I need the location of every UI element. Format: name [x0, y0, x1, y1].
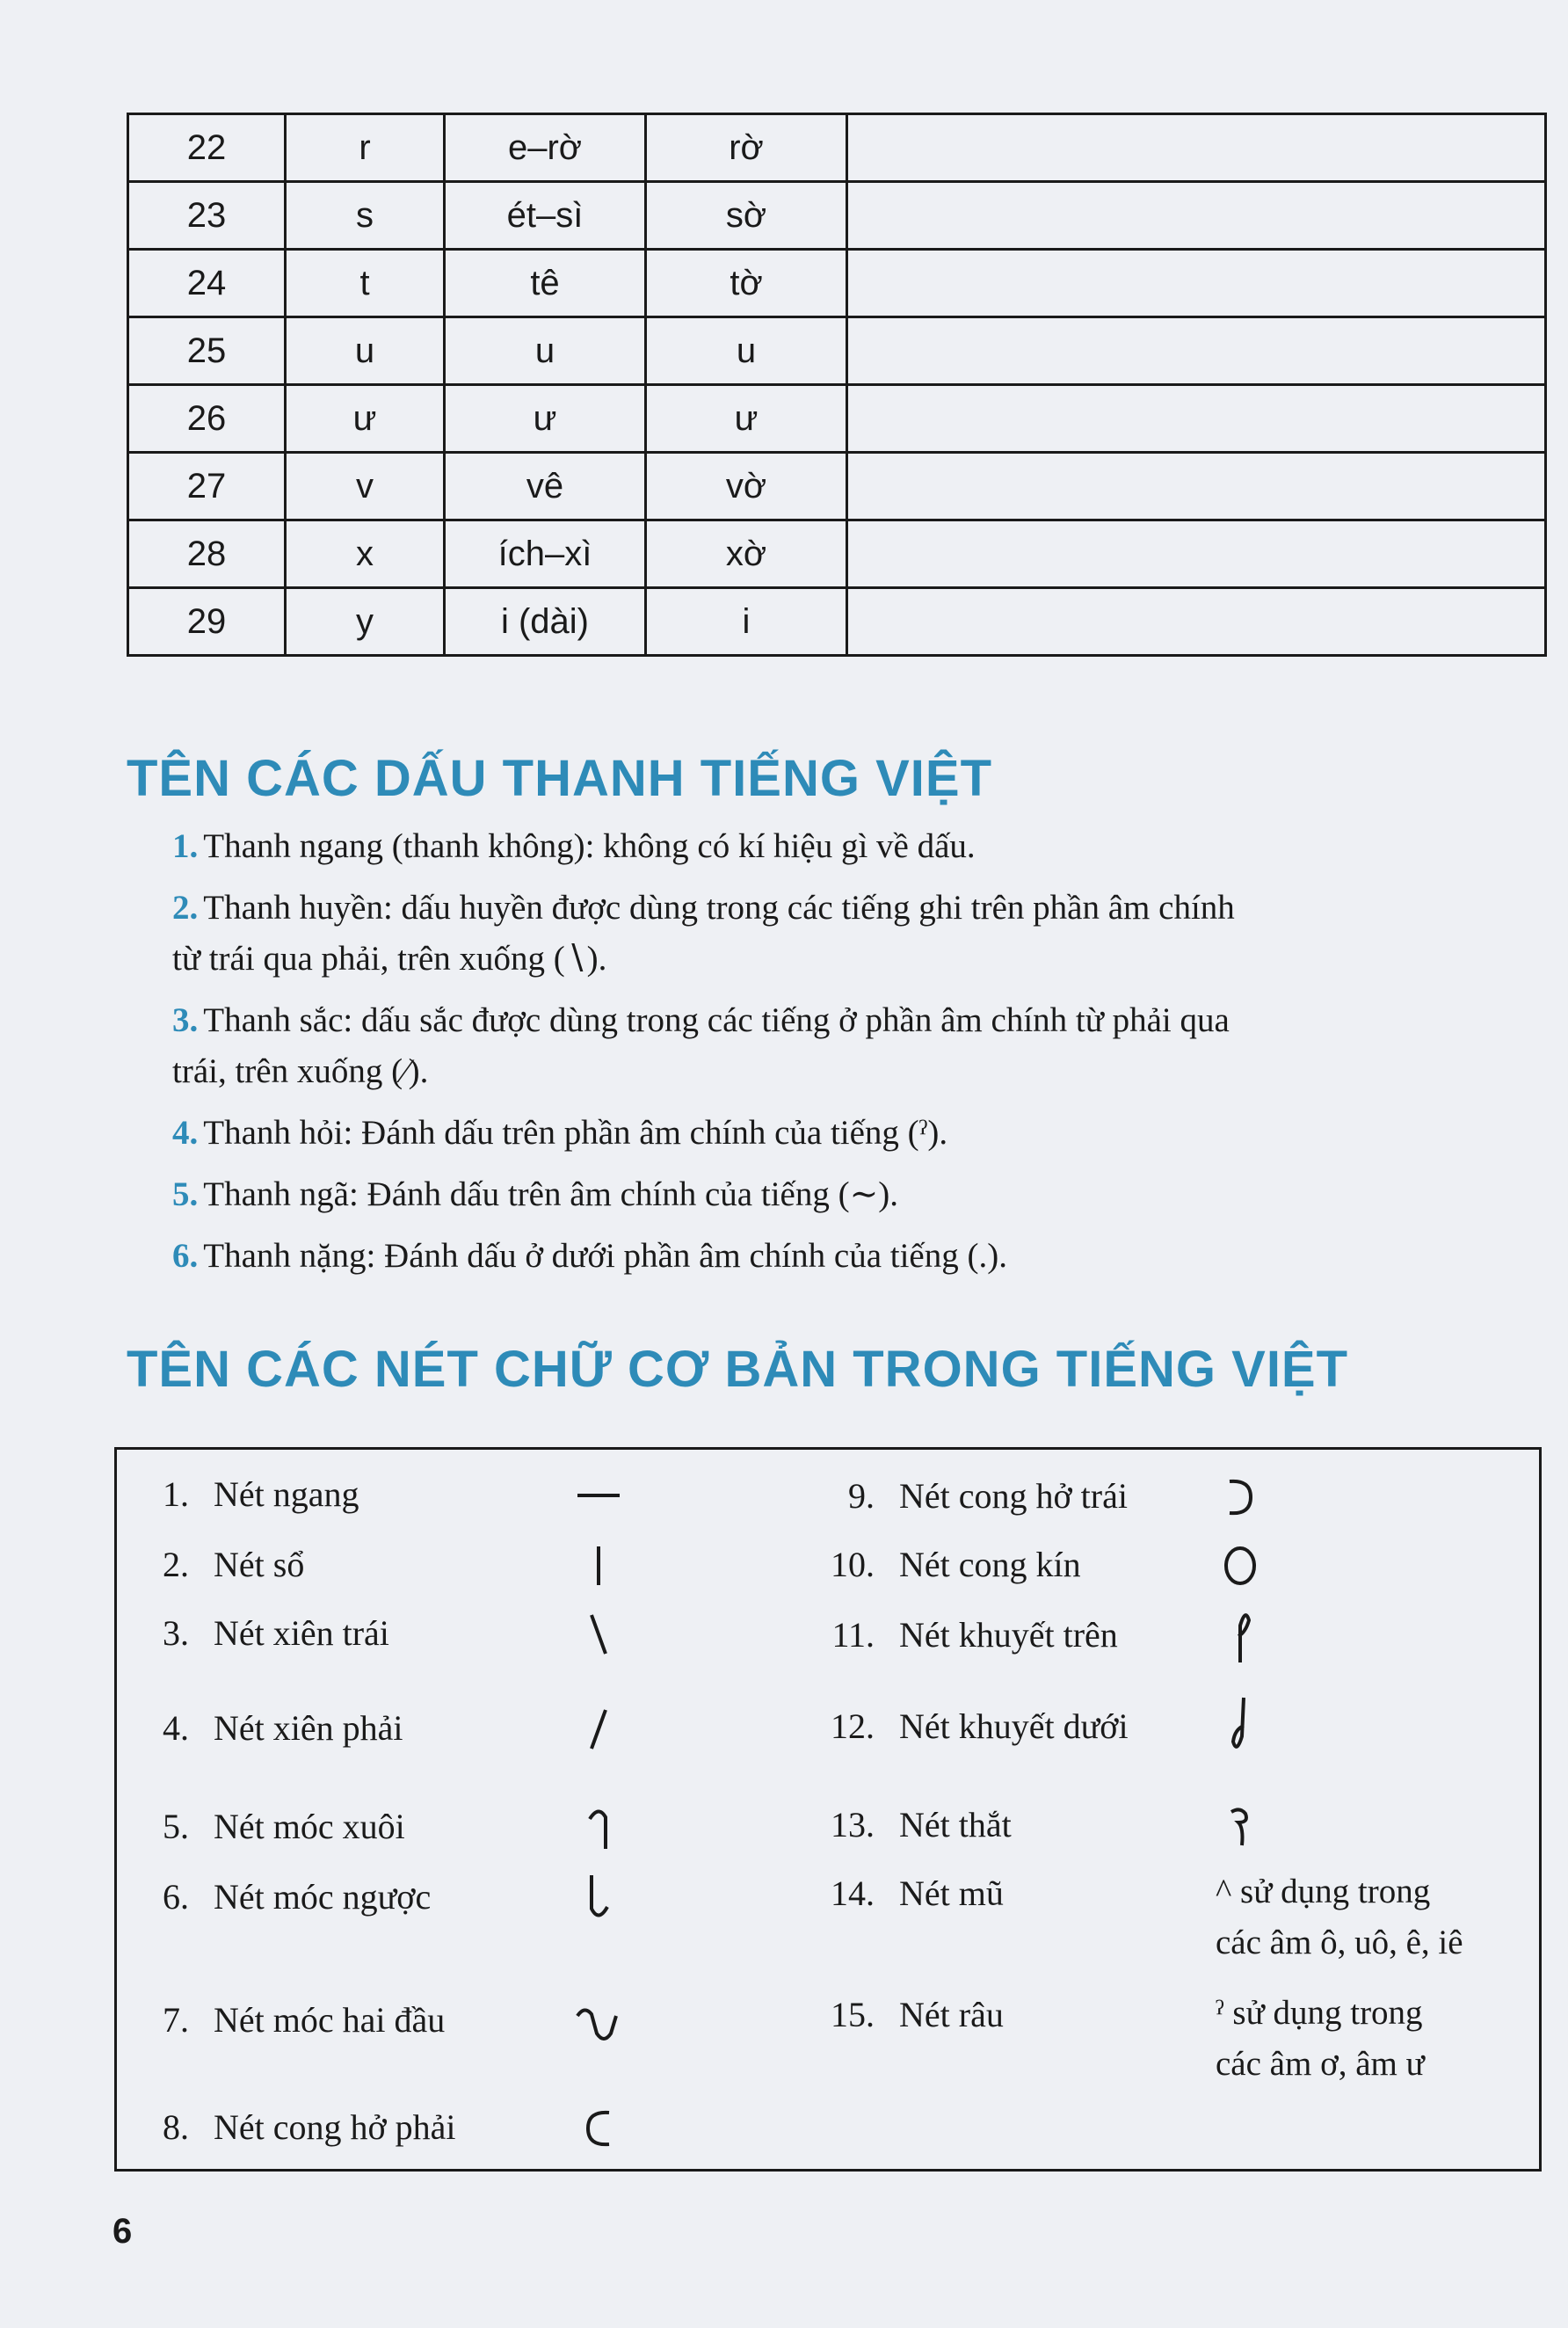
table-row — [128, 453, 1546, 520]
stroke-item: 3. Nét xiên trái — [163, 1612, 389, 1653]
upper-loop-stroke-icon — [1214, 1604, 1267, 1666]
stroke-item: 13. Nét thắt — [831, 1804, 1012, 1844]
open-right-curve-icon — [572, 2097, 625, 2158]
reverse-hook-stroke-icon — [572, 1866, 625, 1928]
cell-empty — [847, 520, 1546, 588]
cell-no: 26 — [128, 385, 286, 453]
cell-empty — [847, 250, 1546, 317]
table-row — [128, 520, 1546, 588]
horizontal-stroke-icon — [572, 1464, 625, 1525]
table-row — [128, 250, 1546, 317]
cell-letter: v — [286, 453, 445, 520]
table-row — [128, 385, 1546, 453]
stroke-item: 11. Nét khuyết trên — [831, 1614, 1118, 1655]
cell-sound: i — [646, 588, 847, 656]
stroke-item: 10. Nét cong kín — [831, 1544, 1081, 1584]
cell-name: i (dài) — [445, 588, 646, 656]
cell-name: u — [445, 317, 646, 385]
stroke-item: 9. Nét cong hở trái — [848, 1475, 1128, 1516]
table-row — [128, 182, 1546, 250]
cell-no: 27 — [128, 453, 286, 520]
stroke-item: 6. Nét móc ngược — [163, 1876, 432, 1917]
stroke-item: 5. Nét móc xuôi — [163, 1806, 405, 1846]
stroke-item: 4. Nét xiên phải — [163, 1707, 403, 1748]
tone-item: 4. Thanh hỏi: Đánh dấu trên phần âm chính của tiếng (ˀ). — [172, 1114, 948, 1152]
cell-no: 24 — [128, 250, 286, 317]
cell-letter: s — [286, 182, 445, 250]
double-hook-stroke-icon — [572, 1990, 625, 2051]
cell-letter: t — [286, 250, 445, 317]
stroke-item: 2. Nét sổ — [163, 1544, 305, 1584]
closed-curve-icon — [1214, 1534, 1267, 1596]
stroke-item: 8. Nét cong hở phải — [163, 2106, 456, 2147]
cell-no: 22 — [128, 114, 286, 182]
cell-sound: xờ — [646, 520, 847, 588]
strokes-box — [114, 1447, 1542, 2172]
alphabet-table — [127, 113, 1547, 657]
cell-no: 23 — [128, 182, 286, 250]
stroke-item: 12. Nét khuyết dưới — [831, 1706, 1129, 1746]
tones-list — [172, 821, 1552, 1292]
tone-item: 3. Thanh sắc: dấu sắc được dùng trong các tiếng ở phần âm chính từ phải qua trái, trên xuống (∕). — [172, 1001, 1230, 1090]
table-row — [128, 588, 1546, 656]
right-slant-stroke-icon — [572, 1698, 625, 1759]
strokes-heading: TÊN CÁC NÉT CHỮ CƠ BẢN TRONG TIẾNG VIỆT — [127, 1341, 1349, 1398]
cell-name: ư — [445, 385, 646, 453]
cell-empty — [847, 453, 1546, 520]
stroke-item: 7. Nét móc hai đầu — [163, 1999, 446, 2040]
cell-name: vê — [445, 453, 646, 520]
table-row — [128, 114, 1546, 182]
cell-no: 28 — [128, 520, 286, 588]
cell-empty — [847, 588, 1546, 656]
tone-item: 6. Thanh nặng: Đánh dấu ở dưới phần âm chính của tiếng (.). — [172, 1237, 1007, 1275]
lower-loop-stroke-icon — [1214, 1694, 1267, 1756]
cell-sound: vờ — [646, 453, 847, 520]
stroke-item: 1. Nét ngang — [163, 1473, 359, 1514]
note-circumflex: ^ sử dụng trong các âm ô, uô, ê, iê — [1216, 1873, 1463, 1961]
note-horn: ˀ sử dụng trong các âm ơ, âm ư — [1216, 1994, 1425, 2083]
tone-item: 1. Thanh ngang (thanh không): không có kí hiệu gì về dấu. — [172, 827, 976, 865]
knot-stroke-icon — [1214, 1793, 1267, 1854]
cell-letter: ư — [286, 385, 445, 453]
cell-empty — [847, 114, 1546, 182]
stroke-item: 15. Nét râu — [831, 1994, 1004, 2034]
cell-empty — [847, 385, 1546, 453]
cell-name: ét–sì — [445, 182, 646, 250]
cell-empty — [847, 182, 1546, 250]
tone-item: 2. Thanh huyền: dấu huyền được dùng trong các tiếng ghi trên phần âm chính từ trái qua phải, trên xuống (∖). — [172, 889, 1235, 978]
cell-sound: ư — [646, 385, 847, 453]
cell-no: 29 — [128, 588, 286, 656]
left-slant-stroke-icon — [572, 1603, 625, 1664]
cell-letter: y — [286, 588, 445, 656]
vertical-stroke-icon — [572, 1534, 625, 1596]
tones-heading: TÊN CÁC DẤU THANH TIẾNG VIỆT — [127, 750, 992, 807]
table-row — [128, 317, 1546, 385]
cell-no: 25 — [128, 317, 286, 385]
cell-sound: rờ — [646, 114, 847, 182]
open-left-curve-icon — [1214, 1466, 1267, 1527]
stroke-item: 14. Nét mũ — [831, 1873, 1004, 1913]
cell-letter: r — [286, 114, 445, 182]
cell-name: tê — [445, 250, 646, 317]
cell-letter: x — [286, 520, 445, 588]
cell-name: e–rờ — [445, 114, 646, 182]
forward-hook-stroke-icon — [572, 1796, 625, 1858]
cell-sound: u — [646, 317, 847, 385]
page-number: 6 — [113, 2212, 133, 2251]
cell-letter: u — [286, 317, 445, 385]
cell-sound: sờ — [646, 182, 847, 250]
tone-item: 5. Thanh ngã: Đánh dấu trên âm chính của tiếng (∼). — [172, 1175, 898, 1213]
cell-name: ích–xì — [445, 520, 646, 588]
cell-sound: tờ — [646, 250, 847, 317]
cell-empty — [847, 317, 1546, 385]
